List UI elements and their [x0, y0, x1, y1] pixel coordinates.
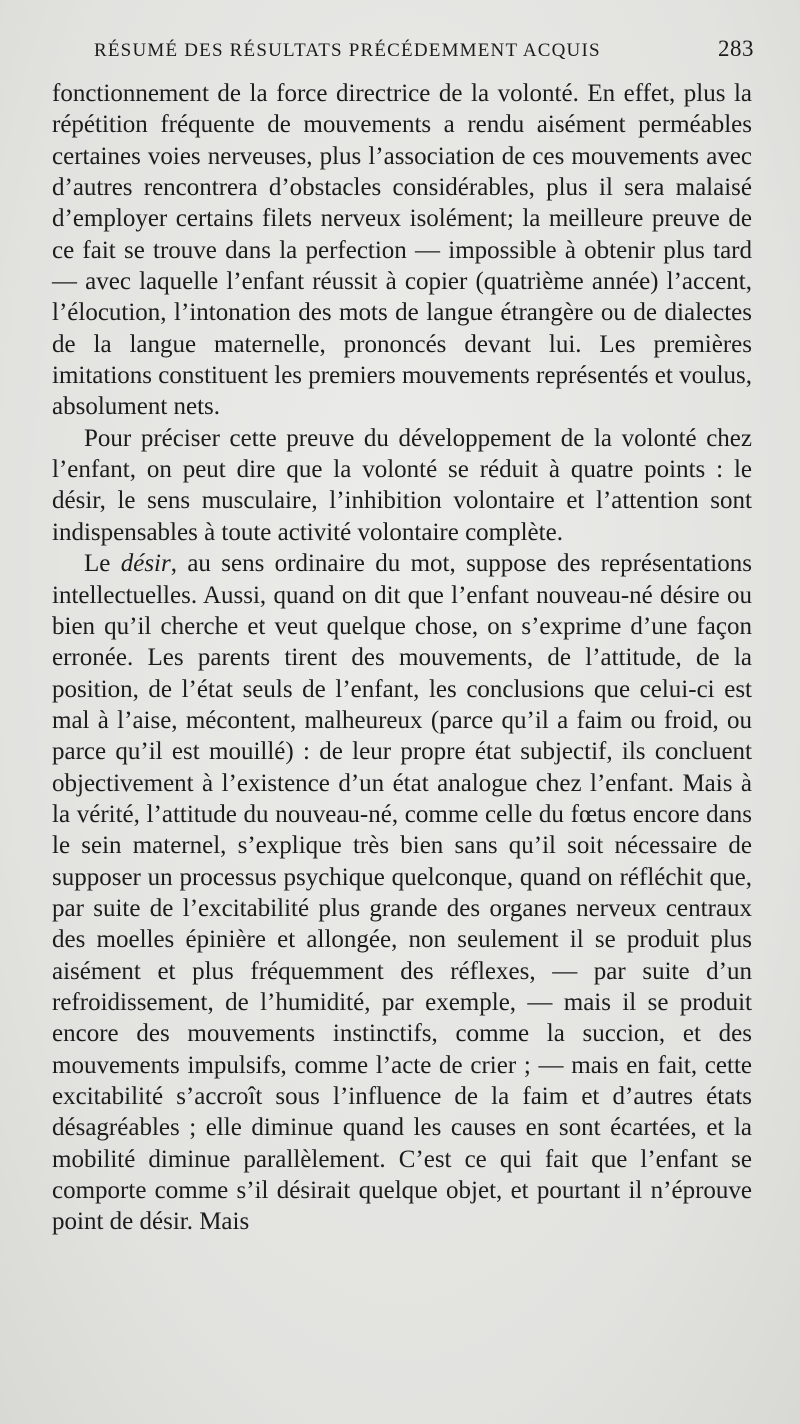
paragraph-1: fonctionnement de la force directrice de la volonté. En effet, plus la répétition fréquente de mouvements a rendu aisément perméables certaines voies nerveuses, plus l’association de ces mouvements avec d’autres rencontrera d’obstacles considérables, plus il sera malaisé d’employer certains filets nerveux isolément; la meilleure preuve de ce fait se trouve dans la perfection — impossible à obtenir plus tard — avec laquelle l’enfant réussit à copier (quatrième année) l’accent, l’élocution, l’intonation des mots de langue étrangère ou de dialectes de la langue maternelle, prononcés devant lui. Les premières imitations constituent les premiers mouvements représentés et voulus, absolument nets. [52, 80, 752, 421]
paragraph-3 [52, 548, 752, 1238]
body-text [52, 78, 752, 1238]
paragraph-3-lead: Le [84, 550, 121, 578]
emphasized-word: désir [120, 550, 171, 578]
running-head [94, 36, 754, 70]
paragraph-2: Pour préciser cette preuve du développement de la volonté chez l’enfant, on peut dire que la volonté se réduit à quatre points : le désir, le sens musculaire, l’inhibition volontaire et l’attention sont indispensables à toute activité volontaire complète. [52, 424, 752, 546]
page-number: 283 [718, 36, 754, 61]
paragraph-3-rest: , au sens ordinaire du mot, suppose des représentations intellectuelles. Aussi, quand on dit que l’enfant nouveau-né désire ou bien qu’il cherche et veut quelque chose, on s’exprime d’une façon erronée. Les parents tirent des mouvements, de l’attitude, de la position, de l’état seuls de l’enfant, les conclusions que celui-ci est mal à l’aise, mécontent, malheureux (parce qu’il a faim ou froid, ou parce qu’il est mouillé) : de leur propre état subjectif, ils concluent objectivement à l’existence d’un état analogue chez l’enfant. Mais à la vérité, l’attitude du nouveau-né, comme celle du fœtus encore dans le sein maternel, s’explique très bien sans qu’il soit nécessaire de supposer un processus psychique quelconque, quand on réfléchit que, par suite de l’excitabilité plus grande des organes nerveux centraux des moelles épinière et allongée, non seulement il se produit plus aisément et plus fréquemment des réflexes, — par suite d’un refroidissement, de l’humidité, par exemple, — mais il se produit encore des mouvements instinctifs, comme la succion, et des mouvements impulsifs, comme l’acte de crier ; — mais en fait, cette excitabilité s’accroît sous l’influence de la faim et d’autres états désagréables ; elle diminue quand les causes en sont écartées, et la mobilité diminue parallèlement. C’est ce qui fait que l’enfant se comporte comme s’il désirait quelque objet, et pourtant il n’éprouve point de désir. Mais [52, 550, 752, 1236]
running-title: RÉSUMÉ DES RÉSULTATS PRÉCÉDEMMENT ACQUIS [94, 40, 601, 61]
